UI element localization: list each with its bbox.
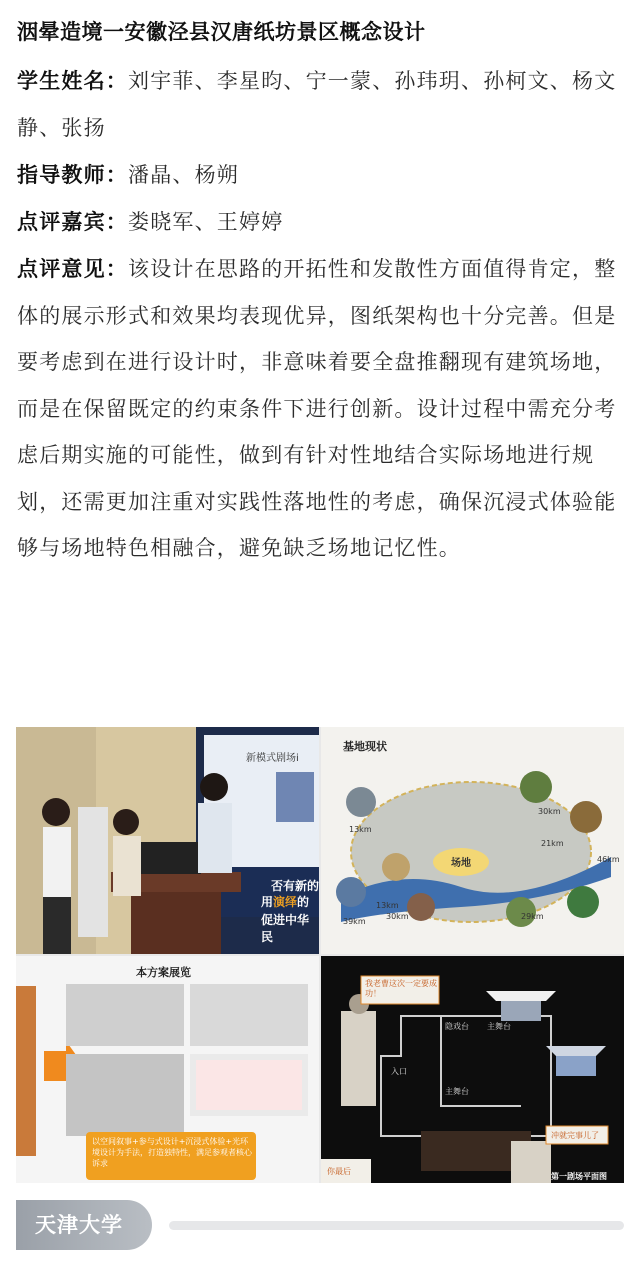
- stage-bubble-2: 冲就完事儿了: [551, 1131, 599, 1140]
- footer-divider-bar: [169, 1221, 624, 1230]
- advisors-row: [17, 152, 627, 199]
- screen-text-line2-c: 的: [297, 895, 310, 909]
- article-body: [17, 12, 627, 572]
- advisors-value: 潘晶、杨朔: [128, 163, 239, 187]
- distance-8: 29km: [521, 912, 544, 921]
- exhibition-board-title: 本方案展览: [136, 966, 191, 979]
- students-label: 学生姓名：: [17, 69, 128, 93]
- site-map-title: 基地现状: [343, 740, 387, 753]
- site-map-board: [321, 727, 624, 954]
- screen-text-top: 新模式剧场i: [246, 753, 299, 764]
- distance-5: 13km: [376, 901, 399, 910]
- students-row: [17, 58, 627, 152]
- review-row: [17, 246, 627, 572]
- distance-3: 21km: [541, 839, 564, 848]
- review-text: 该设计在思路的开拓性和发散性方面值得肯定，整体的展示形式和效果均表现优异，图纸架构也十分完善。但是要考虑到在进行设计时，非意味着要全盘推翻现有建筑场地，而是在保留既定的约束条件下进行创新。设计过程中需充分考虑后期实施的可能性，做到有针对性地结合实际场地进行规划，还需更加注重对实践性落地性的考虑，确保沉浸式体验能够与场地特色相融合，避免缺乏场地记忆性。: [17, 257, 617, 560]
- screen-text-line2-a: 用: [261, 895, 274, 909]
- guests-value: 娄晓军、王婷婷: [128, 210, 284, 234]
- exhibition-board-caption: 以空间叙事+参与式设计+沉浸式体验+光环境设计为手法，打造独特性，满足参观者核心诉求: [92, 1137, 252, 1168]
- screen-text-line2: [261, 893, 309, 910]
- distance-4: 46km: [597, 855, 620, 864]
- article-title: 洇晕造境一安徽泾县汉唐纸坊景区概念设计: [17, 20, 426, 44]
- screen-text-line3: 促进中华民: [261, 913, 310, 944]
- screen-text-mid: 否有新的: [271, 879, 319, 893]
- distance-7: 39km: [343, 917, 366, 926]
- site-map-illustration: [321, 727, 624, 954]
- review-label: 点评意见：: [17, 257, 128, 281]
- stage-label-hidden: 隐戏台: [445, 1022, 469, 1031]
- guests-row: [17, 199, 627, 246]
- stage-label-entrance: 入口: [391, 1067, 407, 1076]
- stage-label-main: 主舞台: [487, 1022, 511, 1031]
- stage-bubble-1: 我老曹这次一定要成功！: [365, 979, 437, 998]
- footer-bar: [16, 1200, 624, 1250]
- distance-1: 30km: [538, 807, 561, 816]
- distance-2: 13km: [349, 825, 372, 834]
- stage-label-main-2: 主舞台: [445, 1087, 469, 1096]
- project-image-collage[interactable]: [16, 727, 624, 1183]
- screen-text-line2-b: 演绎: [273, 895, 298, 909]
- stage-plan-title: 第一剧场平面图: [551, 1172, 607, 1181]
- advisors-label: 指导教师：: [17, 163, 128, 187]
- site-map-center-label: 场地: [451, 858, 471, 869]
- theatre-plan-board: [321, 956, 624, 1183]
- university-badge: 天津大学: [16, 1200, 152, 1250]
- guests-label: 点评嘉宾：: [17, 210, 128, 234]
- stage-bubble-3: 你最后: [327, 1167, 351, 1176]
- presentation-photo: [16, 727, 319, 954]
- distance-6: 30km: [386, 912, 409, 921]
- exhibition-board: [16, 956, 319, 1183]
- students-value: 刘宇菲、李星昀、宁一蒙、孙玮玥、孙柯文、杨文静、张扬: [17, 69, 617, 140]
